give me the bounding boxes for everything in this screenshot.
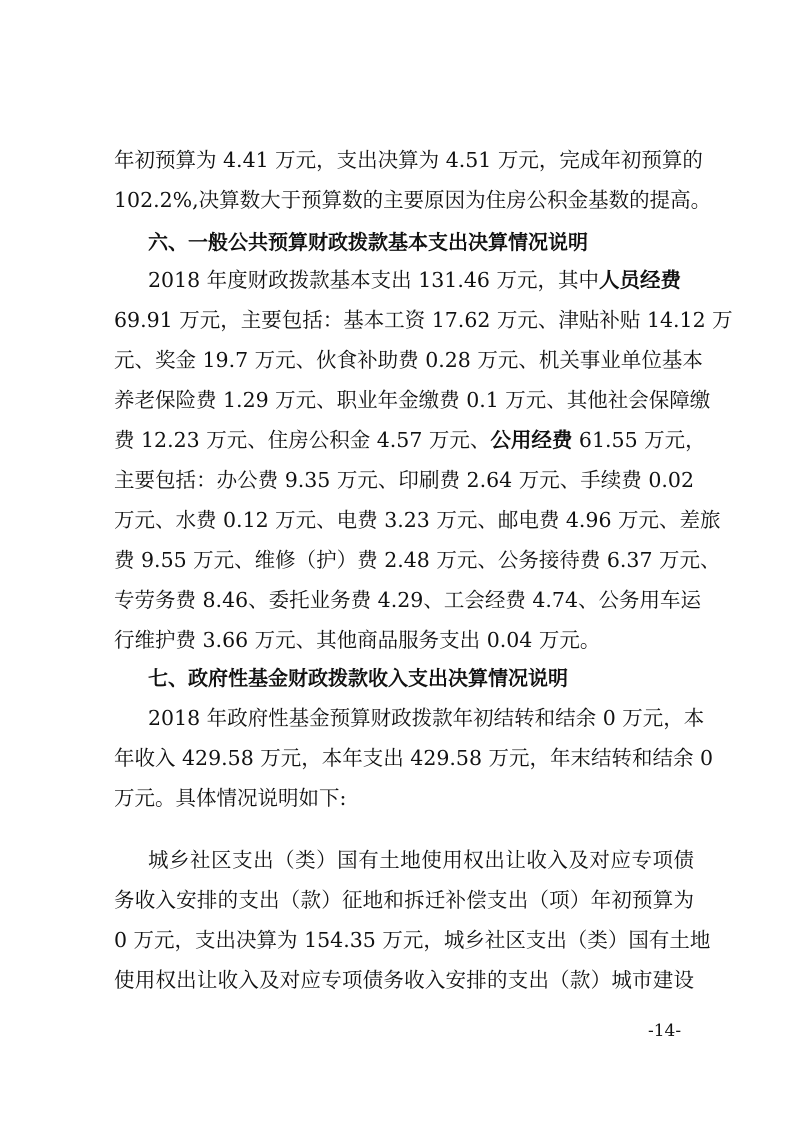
section-heading-7: 七、政府性基金财政拨款收入支出决算情况说明 [148,666,568,690]
body-line: 使用权出让收入及对应专项债务收入安排的支出（款）城市建设 [114,968,694,992]
body-line: 年收入 429.58 万元，本年支出 429.58 万元，年末结转和结余 0 [114,746,714,770]
body-line: 69.91 万元，主要包括：基本工资 17.62 万元、津贴补贴 14.12 万 [114,308,733,332]
body-line: 2018 年政府性基金预算财政拨款年初结转和结余 0 万元，本 [148,706,705,730]
body-line: 年初预算为 4.41 万元，支出决算为 4.51 万元，完成年初预算的 [114,148,703,172]
page-number: -14- [648,1021,682,1041]
body-line: 主要包括：办公费 9.35 万元、印刷费 2.64 万元、手续费 0.02 [114,468,694,492]
body-line: 102.2%,决算数大于预算数的主要原因为住房公积金基数的提高。 [114,188,712,212]
body-line: 元、奖金 19.7 万元、伙食补助费 0.28 万元、机关事业单位基本 [114,348,703,372]
body-line: 0 万元，支出决算为 154.35 万元，城乡社区支出（类）国有土地 [114,928,711,952]
body-line: 城乡社区支出（类）国有土地使用权出让收入及对应专项债 [148,848,694,872]
body-line: 行维护费 3.66 万元、其他商品服务支出 0.04 万元。 [114,628,601,652]
body-line: 专劳务费 8.46、委托业务费 4.29、工会经费 4.74、公务用车运 [114,588,701,612]
section-heading-6: 六、一般公共预算财政拨款基本支出决算情况说明 [148,230,588,254]
bold-term-public: 公用经费 [490,428,573,452]
body-line: 费 12.23 万元、住房公积金 4.57 万元、公用经费 61.55 万元， [114,428,706,452]
body-line: 务收入安排的支出（款）征地和拆迁补偿支出（项）年初预算为 [114,888,694,912]
body-line: 2018 年度财政拨款基本支出 131.46 万元，其中人员经费 [148,268,681,292]
body-line: 养老保险费 1.29 万元、职业年金缴费 0.1 万元、其他社会保障缴 [114,388,711,412]
bold-term-personnel: 人员经费 [598,268,681,292]
body-line: 万元、水费 0.12 万元、电费 3.23 万元、邮电费 4.96 万元、差旅 [114,508,721,532]
body-line: 费 9.55 万元、维修（护）费 2.48 万元、公务接待费 6.37 万元、 [114,548,721,572]
body-line: 万元。具体情况说明如下: [114,786,347,810]
